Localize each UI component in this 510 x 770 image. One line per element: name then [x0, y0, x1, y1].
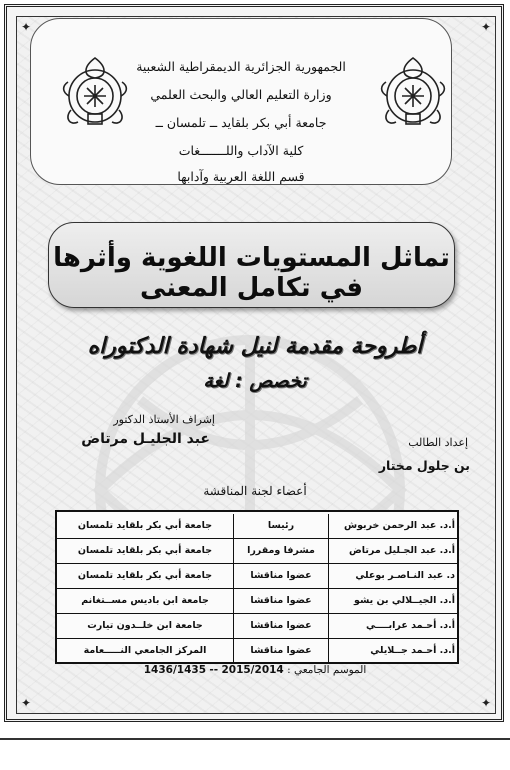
jury-heading: أعضاء لجنة المناقشة	[203, 484, 307, 498]
jury-member-role: عضوا مناقشا	[233, 589, 329, 613]
corner-ornament-icon: ✦	[480, 696, 491, 710]
table-row	[57, 614, 457, 638]
republic-name: الجمهورية الجزائرية الديمقراطية الشعبية	[136, 59, 346, 74]
corner-ornament-icon: ✦	[480, 20, 491, 34]
jury-member-institution: جامعة أبي بكر بلقايد تلمسان	[77, 545, 213, 556]
thesis-specialty: تخصص : لغة	[203, 370, 307, 392]
jury-member-name: أ.د. عبد الجـليل مرتاض	[349, 545, 455, 556]
session-gregorian: 2015/2014	[221, 664, 284, 676]
jury-member-institution: جامعة ابن باديس مســتغانم	[81, 595, 209, 606]
table-row	[57, 589, 457, 613]
jury-member-role: عضوا مناقشا	[233, 564, 329, 588]
jury-table	[55, 510, 459, 664]
academic-session	[0, 664, 510, 676]
thesis-purpose: أطروحة مقدمة لنيل شهادة الدكتوراه	[87, 334, 423, 359]
ministry-name: وزارة التعليم العالي والبحث العلمي	[150, 87, 332, 102]
thesis-title: تماثل المستويات اللغوية وأثرها في تكامل المعنى	[53, 243, 450, 303]
jury-member-institution: المركز الجامعي النـــــعامة	[83, 645, 207, 656]
table-row	[57, 539, 457, 563]
jury-member-name: أ.د. أحـمد عرابــــي	[366, 620, 455, 631]
jury-member-name: أ.د. عبد الرحمن خربوش	[343, 520, 455, 531]
supervisor-name: عبد الجليـل مرتاض	[81, 431, 210, 447]
jury-member-role: رئيسا	[233, 514, 329, 538]
university-seal-left-icon	[58, 52, 132, 136]
jury-member-institution: جامعة ابن خلــدون تيارت	[87, 620, 203, 631]
jury-member-name: أ.د. الجيــلالي بن يشو	[353, 595, 455, 606]
jury-member-name: د. عبد النـاصـر بوعلي	[355, 570, 455, 581]
footer-rule	[0, 738, 510, 740]
supervisor-label: إشراف الأستاذ الدكتور	[113, 413, 215, 426]
student-name: بن جلول مختار	[378, 458, 470, 473]
jury-member-role: عضوا مناقشا	[233, 614, 329, 638]
jury-member-role: مشرفا ومقررا	[233, 539, 329, 563]
student-label: إعداد الطالب	[408, 436, 468, 449]
table-row	[57, 639, 457, 663]
university-seal-right-icon	[376, 52, 450, 136]
thesis-title-box	[48, 222, 455, 308]
faculty-name: كلية الآداب واللـــــــغات	[178, 143, 304, 158]
jury-member-institution: جامعة أبي بكر بلقايد تلمسان	[77, 520, 213, 531]
jury-member-role: عضوا مناقشا	[233, 639, 329, 663]
jury-member-name: أ.د. أحـمد جــلايلي	[370, 645, 455, 656]
session-hijri: 1436/1435	[143, 664, 207, 676]
session-label: الموسم الجامعي :	[287, 664, 367, 676]
table-row	[57, 514, 457, 538]
university-name: جامعة أبي بكر بلقايد ــ تلمسان ــ	[155, 115, 327, 130]
department-name: قسم اللغة العربية وآدابها	[177, 169, 305, 184]
table-row	[57, 564, 457, 588]
jury-member-institution: جامعة أبي بكر بلقايد تلمسان	[77, 570, 213, 581]
corner-ornament-icon: ✦	[21, 696, 32, 710]
session-separator: --	[209, 664, 219, 676]
corner-ornament-icon: ✦	[21, 20, 32, 34]
